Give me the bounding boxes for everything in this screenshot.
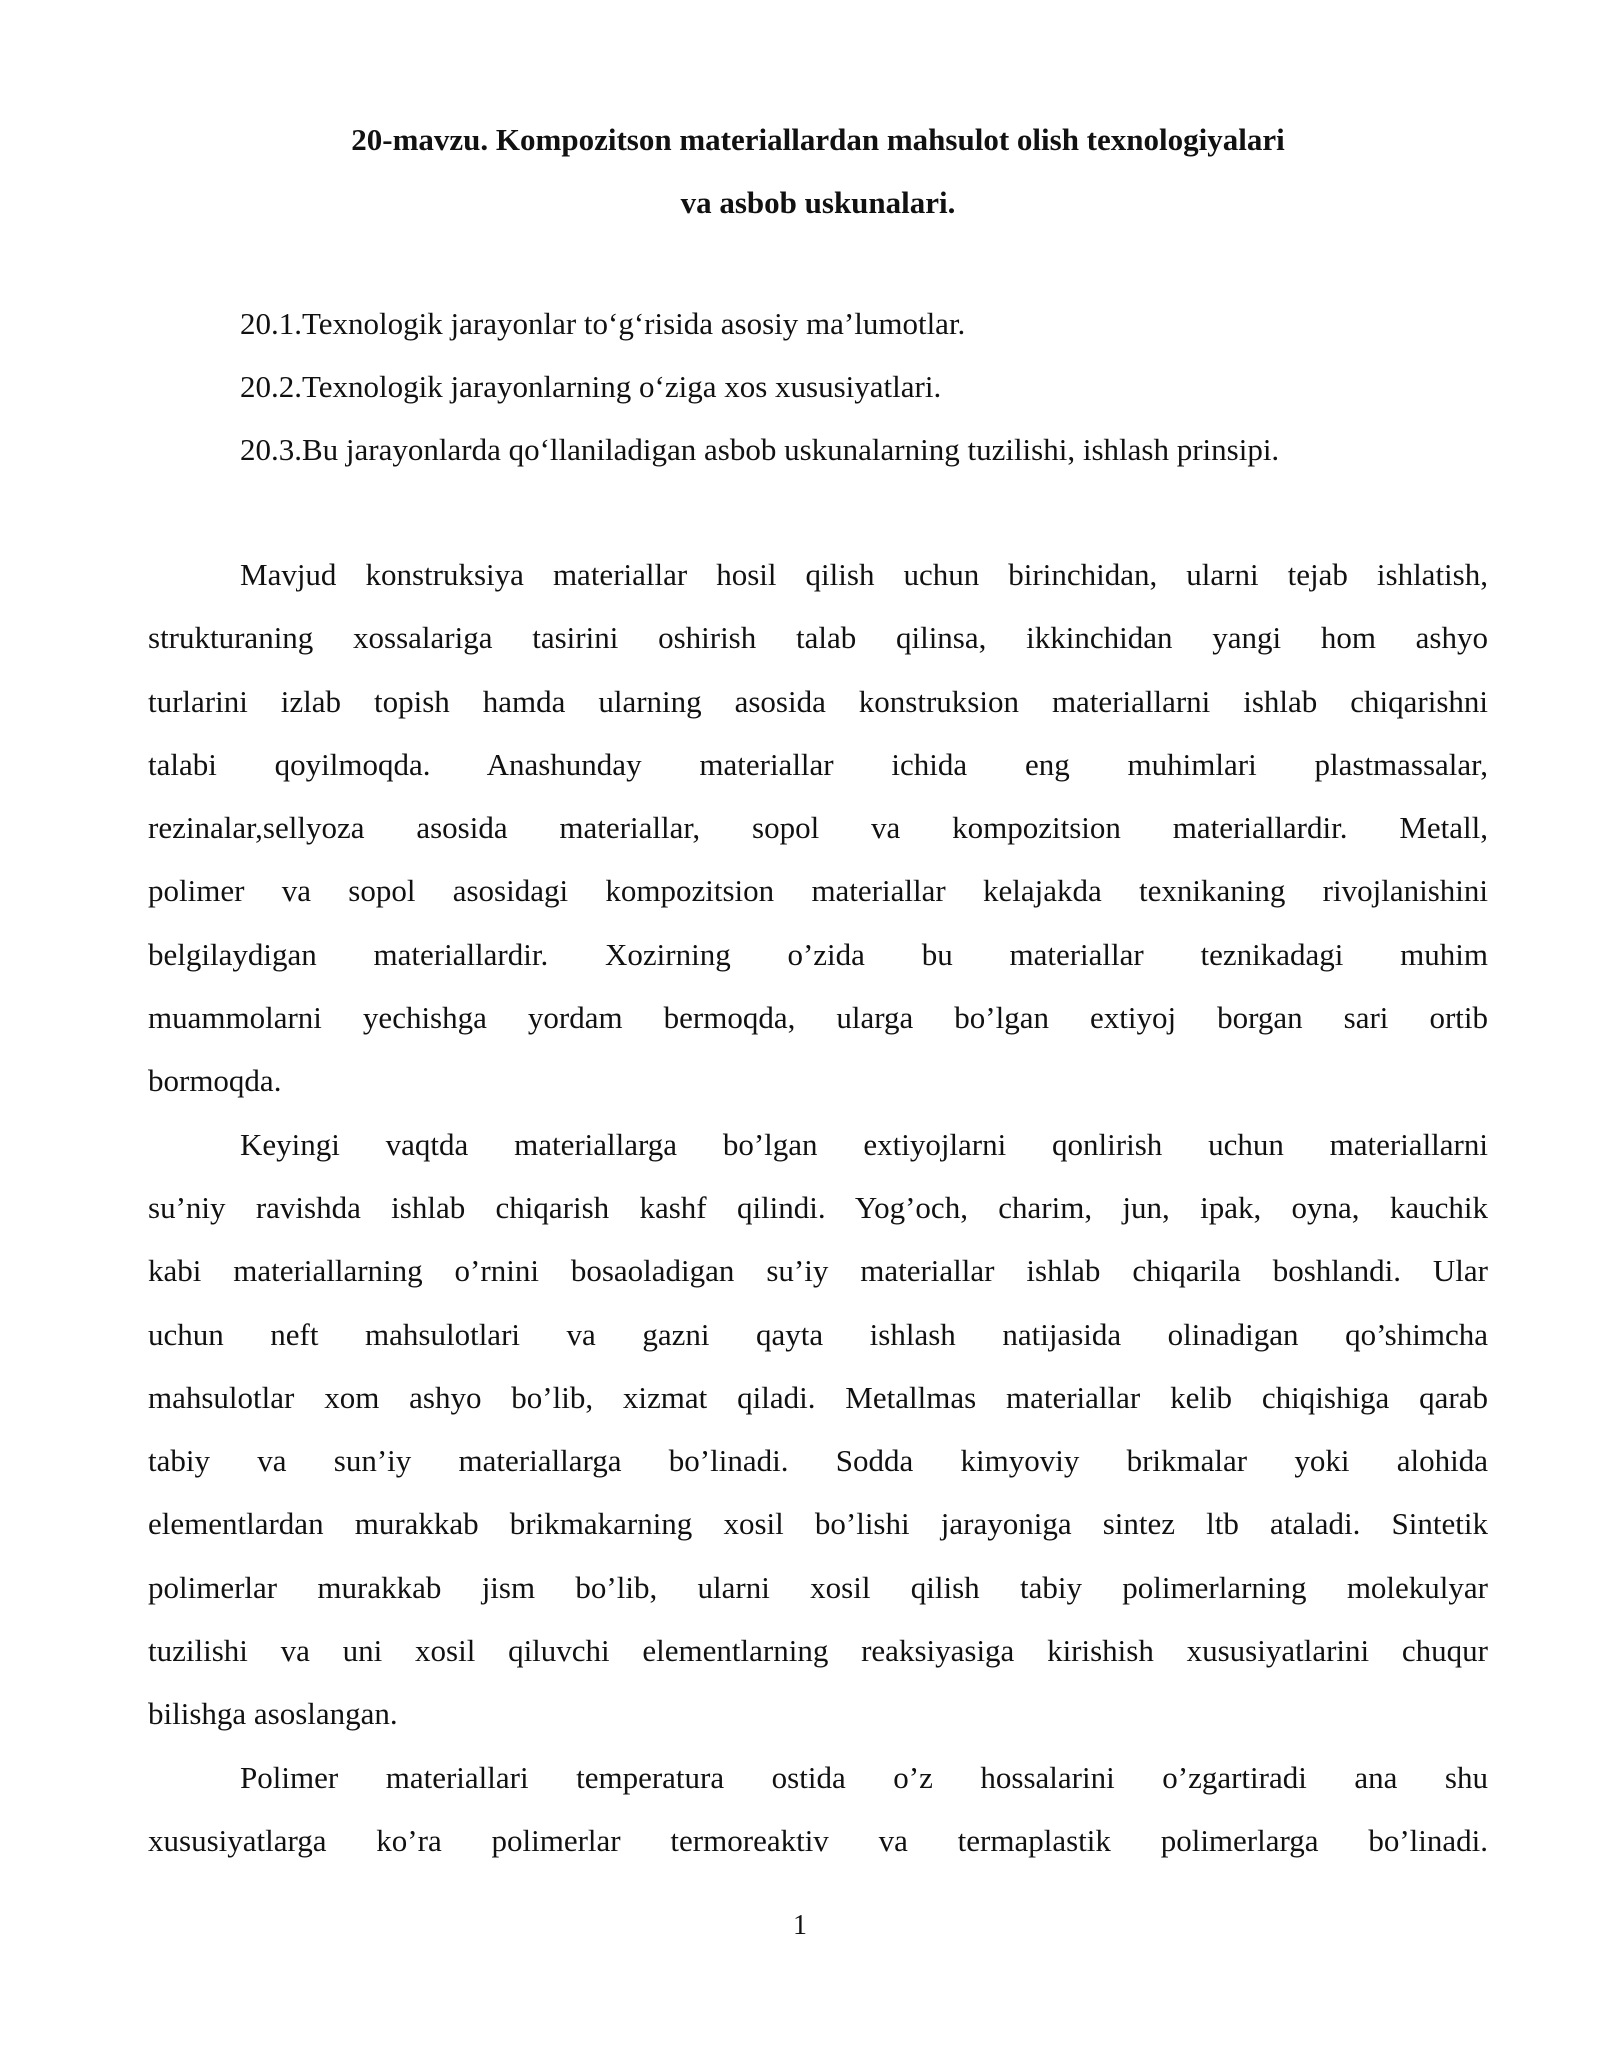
text-line: polimerlar murakkab jism bo’lib, ularni xosil qilish tabiy polimerlarning molekulyar xyxy=(148,1569,1488,1605)
text-line: muammolarni yechishga yordam bermoqda, ularga bo’lgan extiyoj borgan sari ortib xyxy=(148,1000,1488,1036)
text-line: tuzilishi va uni xosil qiluvchi elementlarning reaksiyasiga kirishish xususiyatlarini chuqur xyxy=(148,1633,1488,1669)
outline-item: 20.2.Texnologik jarayonlarning o‘ziga xos xususiyatlari. xyxy=(240,369,942,404)
text-line: bormoqda. xyxy=(148,1063,282,1099)
outline-item: 20.1.Texnologik jarayonlar to‘g‘risida asosiy ma’lumotlar. xyxy=(240,306,966,341)
topic-outline xyxy=(240,292,1500,481)
text-line: belgilaydigan materiallardir. Xozirning o’zida bu materiallar teznikadagi muhim xyxy=(148,936,1488,972)
text-line: tabiy va sun’iy materiallarga bo’linadi. Sodda kimyoviy brikmalar yoki alohida xyxy=(148,1443,1488,1479)
text-line: turlarini izlab topish hamda ularning asosida konstruksion materiallarni ishlab chiqarishni xyxy=(148,683,1488,719)
document-title xyxy=(148,108,1488,234)
paragraph xyxy=(148,1113,1488,1746)
body-text xyxy=(148,543,1488,1872)
outline-item: 20.3.Bu jarayonlarda qo‘llaniladigan asbob uskunalarning tuzilishi, ishlash prinsipi. xyxy=(240,432,1280,467)
text-line: talabi qoyilmoqda. Anashunday materiallar ichida eng muhimlari plastmassalar, xyxy=(148,746,1488,782)
text-line: uchun neft mahsulotlari va gazni qayta ishlash natijasida olinadigan qo’shimcha xyxy=(148,1316,1488,1352)
text-line: mahsulotlar xom ashyo bo’lib, xizmat qiladi. Metallmas materiallar kelib chiqishiga qarab xyxy=(148,1379,1488,1415)
page-number: 1 xyxy=(793,1910,807,1941)
text-line: elementlardan murakkab brikmakarning xosil bo’lishi jarayoniga sintez ltb ataladi. Sintetik xyxy=(148,1506,1488,1542)
text-line: rezinalar,sellyoza asosida materiallar, sopol va kompozitsion materiallardir. Metall, xyxy=(148,810,1488,846)
paragraph xyxy=(148,543,1488,1113)
paragraph xyxy=(148,1746,1488,1873)
text-line: kabi materiallarning o’rnini bosaoladigan su’iy materiallar ishlab chiqarila boshlandi. Ular xyxy=(148,1253,1488,1289)
text-line: Keyingi vaqtda materiallarga bo’lgan extiyojlarni qonlirish uchun materiallarni xyxy=(240,1126,1488,1162)
title-line-2: va asbob uskunalari. xyxy=(680,185,956,220)
text-line: Polimer materiallari temperatura ostida o’z hossalarini o’zgartiradi ana shu xyxy=(240,1759,1488,1795)
text-line: xususiyatlarga ko’ra polimerlar termoreaktiv va termaplastik polimerlarga bo’linadi. xyxy=(148,1822,1488,1858)
text-line: polimer va sopol asosidagi kompozitsion materiallar kelajakda texnikaning rivojlanishini xyxy=(148,873,1488,909)
text-line: strukturaning xossalariga tasirini oshirish talab qilinsa, ikkinchidan yangi hom ashyo xyxy=(148,620,1488,656)
text-line: su’niy ravishda ishlab chiqarish kashf qilindi. Yog’och, charim, jun, ipak, oyna, kauchik xyxy=(148,1189,1488,1225)
text-line: bilishga asoslangan. xyxy=(148,1696,398,1732)
title-line-1: 20-mavzu. Kompozitson materiallardan mahsulot olish texnologiyalari xyxy=(351,122,1285,157)
text-line: Mavjud konstruksiya materiallar hosil qilish uchun birinchidan, ularni tejab ishlatish, xyxy=(240,557,1488,592)
